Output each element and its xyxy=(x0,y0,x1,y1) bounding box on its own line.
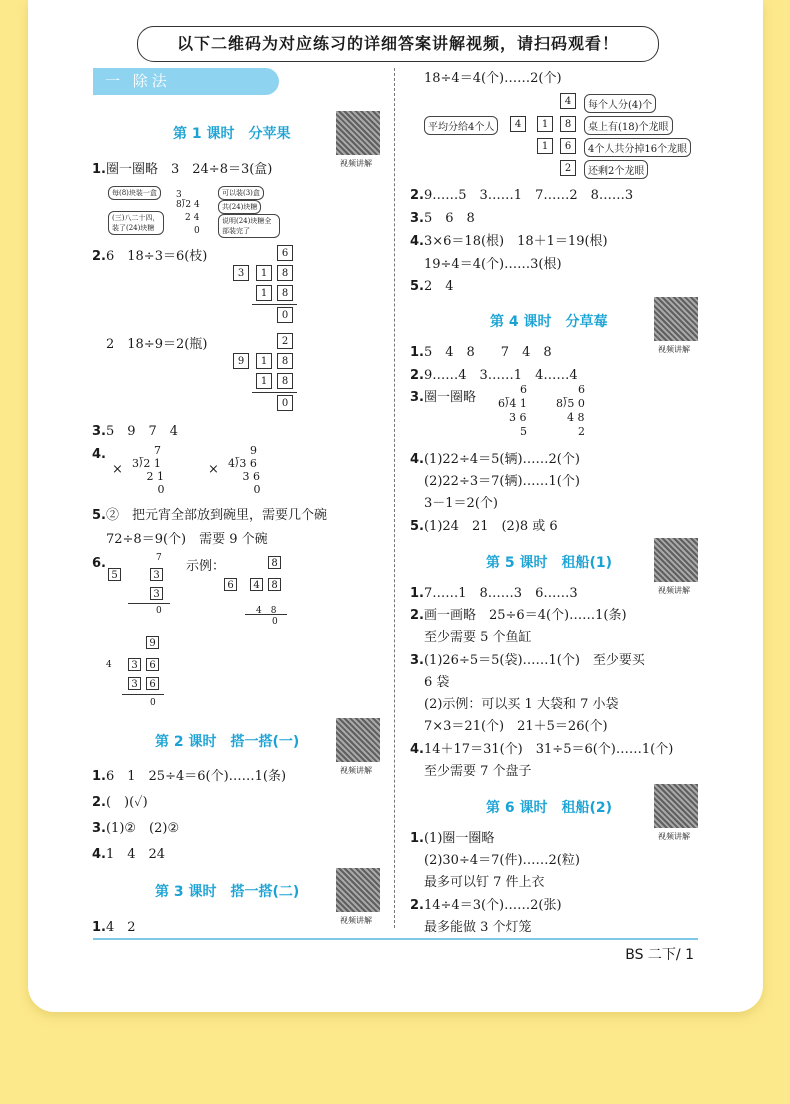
digit-box: 8 xyxy=(277,353,293,369)
digit-box: 1 xyxy=(537,116,553,132)
l1-bubble-3: 共(24)块糖 xyxy=(218,200,261,214)
l1-q4-num: 4. xyxy=(92,447,106,462)
qr-code-icon[interactable] xyxy=(336,868,380,912)
digit-box: 1 xyxy=(256,285,272,301)
digit-box: 6 xyxy=(146,677,159,690)
l1-bubble-2: 可以装(3)盒 xyxy=(218,186,264,200)
r-q3: 3.5 6 8 xyxy=(410,211,475,226)
r-q2: 2.9……5 3……1 7……2 8……3 xyxy=(410,188,634,203)
l6-q2a: 2.14÷4＝3(个)……2(张) xyxy=(410,898,562,913)
qr-code-icon[interactable] xyxy=(654,297,698,341)
qr-code-icon[interactable] xyxy=(336,718,380,762)
r-top-line: 18÷4＝4(个)……2(个) xyxy=(424,71,562,86)
diagram-label-1: 每个人分(4)个 xyxy=(584,94,656,113)
l6-q1c: 最多可以钉 7 件上衣 xyxy=(424,875,545,890)
digit-box: 3 xyxy=(128,677,141,690)
l1-q5a: 5.② 把元宵全部放到碗里，需要几个碗 xyxy=(92,508,327,523)
l5-q2a: 2.画一画略 25÷6＝4(个)……1(条) xyxy=(410,608,627,623)
l4-q5: 5.(1)24 21 (2)8 或 6 xyxy=(410,519,558,534)
qr-caption: 视频讲解 xyxy=(340,159,372,168)
digit-box: 6 xyxy=(224,578,237,591)
l6-q1b: (2)30÷4＝7(件)……2(粒) xyxy=(424,853,580,868)
diagram-label-2: 桌上有(18)个龙眼 xyxy=(584,116,673,135)
r-q4a: 4.3×6＝18(根) 18＋1＝19(根) xyxy=(410,234,608,249)
l1-bubble-4: (三)八二十四，装了(24)块糖 xyxy=(108,211,164,235)
digit-box: 3 xyxy=(233,265,249,281)
l2-q1: 1.6 1 25÷4＝6(个)……1(条) xyxy=(92,769,287,784)
digit-box: 4 xyxy=(250,578,263,591)
cross-mark: × xyxy=(112,462,123,477)
digit-box: 3 xyxy=(150,568,163,581)
l1-q1: 1.圈一圈略 3 24÷8＝3(盒) xyxy=(92,162,273,177)
digit-box: 1 xyxy=(256,353,272,369)
l2-q4: 4.1 4 24 xyxy=(92,847,166,862)
l2-q3: 3.(1)② (2)② xyxy=(92,821,180,836)
l1-bubble-1: 每(8)块装一盒 xyxy=(108,186,161,200)
division-line xyxy=(245,614,287,615)
l1-q2a: 2.6 18÷3＝6(枝) xyxy=(92,249,208,264)
digit-box: 8 xyxy=(277,285,293,301)
l5-q1: 1.7……1 8……3 6……3 xyxy=(410,586,578,601)
l2-q2: 2.( )(✓) xyxy=(92,795,148,810)
l4-q2: 2.9……4 3……1 4……4 xyxy=(410,368,578,383)
digit-box: 8 xyxy=(268,556,281,569)
l1-q2b: 2 18÷9＝2(瓶) xyxy=(106,337,208,352)
column-divider xyxy=(394,68,395,928)
l5-q4a: 4.14＋17＝31(个) 31÷5＝6(个)……1(个) xyxy=(410,742,674,757)
digit-box: 0 xyxy=(277,395,293,411)
qr-caption: 视频讲解 xyxy=(658,345,690,354)
l1-q5b: 72÷8＝9(个) 需要 9 个碗 xyxy=(106,532,268,547)
l6-q1a: 1.(1)圈一圈略 xyxy=(410,831,495,846)
digit: 4 xyxy=(106,660,112,670)
diagram-label-3: 4个人共分掉16个龙眼 xyxy=(584,138,691,157)
l5-q2b: 至少需要 5 个鱼缸 xyxy=(424,630,532,645)
digit-box: 2 xyxy=(560,160,576,176)
r-q5: 5.2 4 xyxy=(410,279,454,294)
qr-caption: 视频讲解 xyxy=(340,916,372,925)
digit-box: 9 xyxy=(233,353,249,369)
l5-q3c: (2)示例：可以买 1 大袋和 7 小袋 xyxy=(424,697,619,712)
digit: 4 8 xyxy=(256,606,277,616)
qr-code-icon[interactable] xyxy=(336,111,380,155)
digit-box: 0 xyxy=(277,307,293,323)
l4-q3-division-a: 6 6⟌4 1 3 6 5 xyxy=(498,383,527,438)
footer-rule xyxy=(93,938,698,940)
digit-box: 6 xyxy=(146,658,159,671)
division-line xyxy=(122,694,164,695)
qr-caption: 视频讲解 xyxy=(658,832,690,841)
l5-q4b: 至少需要 7 个盘子 xyxy=(424,764,532,779)
qr-code-icon[interactable] xyxy=(654,784,698,828)
digit-box: 1 xyxy=(537,138,553,154)
diagram-start: 平均分给4个人 xyxy=(424,116,498,135)
qr-caption: 视频讲解 xyxy=(658,586,690,595)
digit: 7 xyxy=(156,553,162,563)
digit-box: 4 xyxy=(560,93,576,109)
digit-box: 1 xyxy=(256,265,272,281)
l6-q2b: 最多能做 3 个灯笼 xyxy=(424,920,532,935)
digit-box: 9 xyxy=(146,636,159,649)
l1-q6-label: 示例： xyxy=(186,559,226,574)
division-line xyxy=(252,392,297,393)
digit-box: 8 xyxy=(560,116,576,132)
lesson-3-title: 第 3 课时 搭一搭(二) xyxy=(155,884,300,900)
digit-box: 3 xyxy=(150,587,163,600)
lesson-4-title: 第 4 课时 分草莓 xyxy=(490,314,608,330)
digit-box: 8 xyxy=(277,265,293,281)
lesson-6-title: 第 6 课时 租船(2) xyxy=(486,800,613,816)
l4-q4a: 4.(1)22÷4＝5(辆)……2(个) xyxy=(410,452,580,467)
l1-q3: 3.5 9 7 4 xyxy=(92,424,179,439)
digit: 0 xyxy=(272,617,278,627)
lesson-2-title: 第 2 课时 搭一搭(一) xyxy=(155,734,300,750)
l4-q3-division-b: 6 8⟌5 0 4 8 2 xyxy=(556,383,585,438)
qr-code-icon[interactable] xyxy=(654,538,698,582)
digit-box: 8 xyxy=(277,373,293,389)
unit-title: 一 除法 xyxy=(93,68,279,95)
division-line xyxy=(128,603,170,604)
l5-q3d: 7×3＝21(个) 21＋5＝26(个) xyxy=(424,719,608,734)
digit-box: 2 xyxy=(277,333,293,349)
diagram-label-4: 还剩2个龙眼 xyxy=(584,160,648,179)
digit-box: 6 xyxy=(560,138,576,154)
l1-bubble-5: 说明(24)块糖全部装完了 xyxy=(218,214,280,238)
r-q4b: 19÷4＝4(个)……3(根) xyxy=(424,257,562,272)
l1-q4-division-b: 9 4⟌3 6 3 6 0 xyxy=(228,444,261,496)
digit-box: 3 xyxy=(128,658,141,671)
digit-box: 6 xyxy=(277,245,293,261)
qr-banner: 以下二维码为对应练习的详细答案讲解视频，请扫码观看！ xyxy=(137,26,659,62)
l1-q4-division-a: 7 3⟌2 1 2 1 0 xyxy=(132,444,165,496)
digit-box: 1 xyxy=(256,373,272,389)
digit: 0 xyxy=(156,606,162,616)
qr-caption: 视频讲解 xyxy=(340,766,372,775)
l4-q3: 3.圈一圈略 xyxy=(410,390,476,405)
digit-box: 5 xyxy=(108,568,121,581)
digit: 0 xyxy=(150,698,156,708)
l4-q4c: 3－1＝2(个) xyxy=(424,496,498,511)
lesson-1-title: 第 1 课时 分苹果 xyxy=(173,126,291,142)
l4-q1: 1.5 4 8 7 4 8 xyxy=(410,345,552,360)
digit-box: 4 xyxy=(510,116,526,132)
l1-q6-num: 6. xyxy=(92,556,106,571)
lesson-5-title: 第 5 课时 租船(1) xyxy=(486,555,613,571)
l5-q3a: 3.(1)26÷5＝5(袋)……1(个) 至少要买 xyxy=(410,653,645,668)
cross-mark: × xyxy=(208,462,219,477)
l1-division-1: 3 8⟌2 4 2 4 0 xyxy=(176,190,200,236)
division-line xyxy=(252,304,297,305)
l5-q3b: 6 袋 xyxy=(424,675,450,690)
l3-q1: 1.4 2 xyxy=(92,920,136,935)
l4-q4b: (2)22÷3＝7(辆)……1(个) xyxy=(424,474,580,489)
page-number: BS 二下/ 1 xyxy=(625,947,694,963)
digit-box: 8 xyxy=(268,578,281,591)
